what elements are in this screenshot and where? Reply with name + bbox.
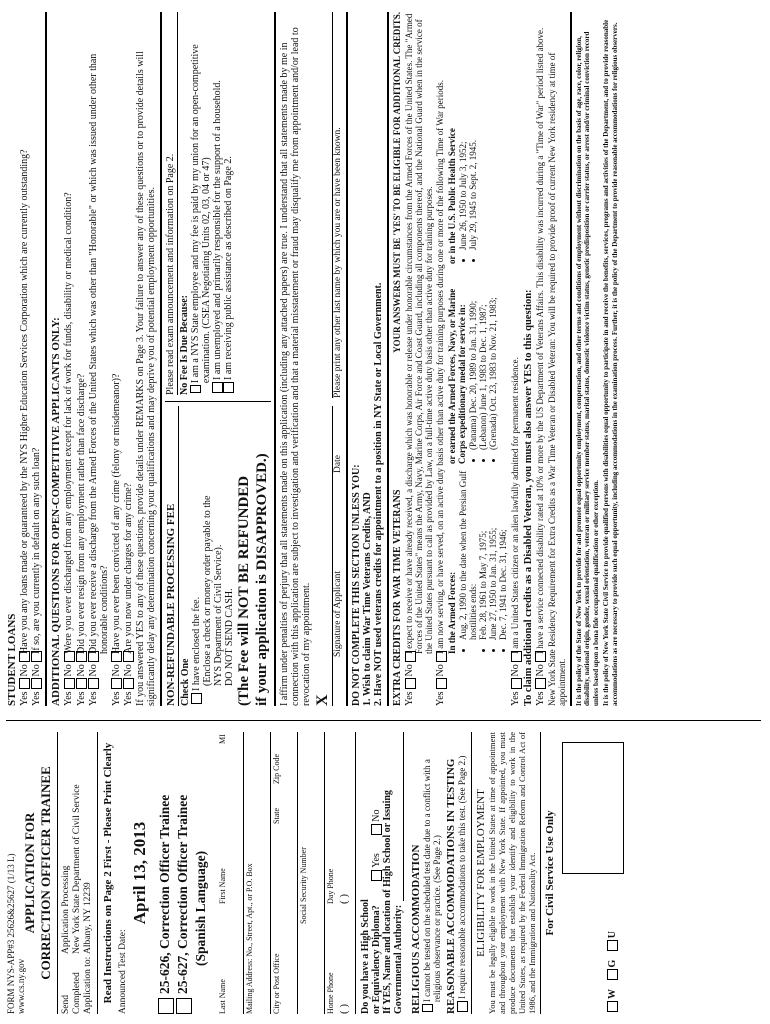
g-label: G — [607, 959, 619, 968]
question-text: I expect to receive or have already received, a discharge which was honorable or release under honorable circumstances from the Armed Forces of the United States. The "Armed Forces of the United States" means the Army, Navy, Marine Corps, Air Force and Coast Guard, including all components thereof, and the National Guard when in the service of the United States pursuant to call as provided by Law, on a full-time active duty basis other than active duty for training purposes. — [404, 13, 435, 654]
reasonable-section — [445, 732, 468, 1014]
extra-heading: EXTRA CREDITS FOR WAR TIME VETERANS — [392, 489, 404, 706]
question-text: Were you ever discharged from any employment except for lack of work for funds, disability or medical condition? — [63, 192, 75, 654]
form-id: FORM NYS-APP#3 25626&25627 (1/13 L) — [6, 853, 16, 1014]
no-label: No — [370, 809, 382, 822]
question-text: Did you ever resign from any employment rather than face discharge? — [75, 373, 87, 654]
yes-label: Yes — [404, 691, 416, 706]
no-label: No — [75, 664, 87, 677]
exam-25626-label: 25-626, Correction Officer Trainee — [157, 794, 172, 994]
no-label: No — [87, 664, 99, 677]
fee-heading-right: Please read exam announcement and information on Page 2. — [165, 153, 177, 395]
aq1-yes-checkbox[interactable] — [64, 678, 75, 689]
form-title-2: CORRECTION OFFICER TRAINEE — [38, 766, 53, 980]
extra-heading-right: YOUR ANSWERS MUST BE 'YES' TO BE ELIGIBLE FOR ADDITIONAL CREDITS. — [392, 12, 403, 353]
donot-item: 2. Have NOT used veterans credits for appointment to a position in NY State or Local Government. — [373, 282, 385, 706]
send-label: Application to: — [83, 956, 93, 1014]
ex3-yes-checkbox[interactable] — [511, 678, 522, 689]
no-label: No — [123, 664, 135, 677]
donot-item: 1. Wish to claim War Time Veterans Credits, AND — [362, 492, 374, 706]
period-item: • June 27, 1950 to Jan. 31, 1955; — [488, 464, 498, 640]
religious-section — [410, 732, 442, 1014]
instructions: Read Instructions on Page 2 First - Please Print Clearly — [102, 742, 114, 1004]
period-item: • Feb. 28, 1961 to May 7, 1975; — [478, 464, 488, 640]
religious-heading: RELIGIOUS ACCOMMODATION — [410, 844, 423, 1014]
diploma-no-checkbox[interactable] — [371, 824, 382, 835]
additional-q4 — [111, 12, 122, 706]
diploma-authority-label: Governmental Authority: — [393, 904, 405, 1014]
yes-label: Yes — [75, 691, 87, 706]
religious-text: I cannot be tested on the scheduled test date due to a conflict with a religious observance or practice. (See Page 2.) — [422, 759, 443, 1003]
student-loans-heading: STUDENT LOANS — [6, 613, 18, 706]
not-refunded-2: if your application is DISAPPROVED.) — [254, 453, 271, 706]
nofee3-label: I am receiving public assistance as described on Page 2. — [223, 156, 235, 380]
question-text: Did you ever receive a discharge from the Armed Forces of the United States which was other than "Honorable" or which was issued under other than honorable conditions? — [87, 53, 110, 654]
aq5-yes-checkbox[interactable] — [123, 678, 134, 689]
aq2-yes-checkbox[interactable] — [76, 678, 87, 689]
nofee3-checkbox[interactable] — [223, 382, 234, 393]
check-one-label: Check One — [180, 658, 192, 706]
additional-heading: ADDITIONAL QUESTIONS FOR OPEN-COMPETITIVE APPLICANTS ONLY: — [50, 317, 63, 706]
fee-note: DO NOT SEND CASH. — [224, 588, 236, 686]
exam-25626-checkbox[interactable] — [158, 998, 174, 1014]
eligibility-text: You must be legally eligible to work in the United States at time of appointment and throughout your employment with New York State. If appointed, you must produce documents that establish your identify and eligibility to work in the United States, as required by the Federal Immigration Reform and Control Act of 1986, and the Immigration and Nationality Act. — [487, 732, 538, 1014]
signature-input[interactable] — [316, 406, 333, 706]
period-item: • (Grenada) Oct. 23, 1983 to Nov. 21, 1983; — [488, 264, 498, 450]
no-label: No — [19, 664, 30, 677]
period-item: • Dec. 7, 1941 to Dec. 31, 1946; — [498, 464, 508, 640]
date-label: Date — [333, 455, 344, 473]
question-text: Are you now under charges for any crime? — [123, 482, 135, 654]
exam-25627-sub: (Spanish Language) — [192, 850, 208, 966]
ex4-yes-checkbox[interactable] — [535, 678, 546, 689]
fee-note: NYS Department of Civil Service). — [213, 544, 225, 686]
no-label: No — [510, 664, 522, 677]
civil-use-heading: For Civil Service Use Only — [544, 810, 557, 936]
nofee2-label: I am unemployed and primarily responsible for the support of a household. — [212, 80, 224, 380]
no-label: No — [63, 664, 75, 677]
fee-note: (Enclose a check or money order payable to the — [202, 495, 214, 686]
yes-label: Yes — [370, 853, 382, 868]
fee-enclosed-label: I have enclosed the fee. — [191, 596, 203, 691]
religious-checkbox[interactable] — [422, 1004, 433, 1012]
fee-enclosed-checkbox[interactable] — [191, 693, 202, 704]
left-column — [0, 724, 770, 1024]
extra-q1 — [404, 12, 434, 706]
question-text: I am now serving, or have served, on an active duty basis other than active duty for training purposes during one or more of the following Time of War periods. — [435, 80, 446, 654]
period-heading: or earned the Armed Forces, Navy, or Marine Corps expeditionary medal for service in: — [447, 288, 468, 464]
exam-25627-label: 25-627, Correction Officer Trainee — [174, 794, 190, 994]
period-item: • July 29, 1945 to Sept. 2, 1945. — [468, 12, 478, 250]
yes-label: Yes — [123, 691, 135, 706]
yes-label: Yes — [63, 691, 75, 706]
no-label: No — [31, 664, 43, 677]
period-heading: In the Armed Forces: — [447, 571, 458, 654]
exam-options — [156, 732, 209, 1014]
send-label: Send — [61, 995, 71, 1014]
disabled-heading: To claim additional credits as a Disabled Veteran, you must also answer YES to this question: — [522, 289, 534, 706]
diploma-question: Do you have a High School — [359, 899, 371, 1014]
applicant-fields — [217, 732, 356, 1014]
extra-heading-row — [392, 12, 403, 706]
address-line: Albany, NY 12239 — [83, 882, 93, 954]
diploma-location-label: If YES, Name and location of High School or Issuing — [382, 790, 394, 1014]
reasonable-heading: REASONABLE ACCOMMODATIONS IN TESTING — [445, 758, 458, 1014]
extra-q2 — [435, 12, 509, 706]
mailing-address-field[interactable]: Mailing Address: No., Street, Apt., or P.O. Box — [244, 732, 271, 1014]
g-checkbox[interactable] — [607, 970, 618, 981]
ex2-yes-checkbox[interactable] — [436, 678, 447, 689]
diploma-question: or Equivalency Diploma? — [370, 905, 382, 1014]
period-heading: or in the U.S. Public Health Service — [447, 128, 458, 264]
student-loan-q1 — [19, 12, 30, 706]
yes-label: Yes — [534, 691, 546, 706]
residency-text: New York State Residency Requirement for Extra Credits as a War Time Veteran or Disabled Veteran: You will be required to provide proof of current New York residency at time of appointment. — [546, 52, 567, 706]
policy-text-1: It is the policy of the State of New York to provide for and promote equal opportunity employment, compensation, and other terms and conditions of employment without discrimination on the basis of age, race, color, religion, disability, national origin, gender, sexual orientation, veteran or military service member status, marital status, domestic violence victim status, genetic predisposition or carrier status, or arrest and/or criminal conviction record unless based upon a bona fide occupational qualification or other exception. — [574, 31, 600, 706]
additional-q5 — [123, 12, 134, 706]
question-text: If so, are you currently in default on any such loan? — [31, 447, 43, 654]
yes-label: Yes — [435, 691, 447, 706]
aq3-yes-checkbox[interactable] — [88, 678, 99, 689]
period-item: • (Panama) Dec. 20, 1989 to Jan. 31, 1990; — [468, 264, 478, 450]
additional-q2 — [76, 12, 87, 706]
column-divider — [6, 720, 761, 721]
w-label: W — [607, 989, 619, 999]
diploma-authority-input[interactable] — [393, 732, 404, 901]
affirm-text: I affirm under penalties of perjury that all statements made on this application (including any attached papers) are true. I understand that all statements made by me in connection with this application are subject to investigation and verification and that a material misstatement or fraud may disqualify me from appointment and/or lead to revocation of my appointment. — [279, 27, 313, 706]
yes-label: Yes — [31, 691, 43, 706]
signature-row — [316, 12, 333, 706]
loan1-yes-checkbox[interactable] — [19, 678, 30, 689]
period-item: • (Lebanon) June 1, 1983 to Dec. 1, 1987; — [478, 264, 488, 450]
no-label: No — [534, 664, 546, 677]
no-label: No — [404, 664, 416, 677]
yes-label: Yes — [87, 691, 99, 706]
ex1-yes-checkbox[interactable] — [405, 678, 416, 689]
test-date-label: Announced Test Date: — [118, 929, 128, 1014]
civil-use-box — [562, 732, 624, 1014]
send-address-block — [61, 732, 94, 1014]
loan2-yes-checkbox[interactable] — [31, 678, 42, 689]
other-name-label: Please print any other last name by which you are or have been known. — [333, 127, 344, 398]
address-line: Application Processing — [61, 865, 71, 954]
question-text: Have you any loans made or guaranteed by the NYS Higher Education Services Corporation which are currently outstanding? — [19, 149, 30, 654]
no-label: No — [435, 664, 447, 677]
eligibility-section — [475, 732, 537, 1014]
donot-heading: DO NOT COMPLETE THIS SECTION UNLESS YOU: — [351, 464, 363, 706]
question-text: Have you ever been convicted of any crime (felony or misdemeanor)? — [110, 373, 122, 654]
aq4-yes-checkbox[interactable] — [111, 678, 122, 689]
nofee2-checkbox[interactable] — [212, 382, 223, 393]
name-field[interactable]: Last Name First Name MI — [217, 732, 244, 1014]
yes-label: Yes — [19, 691, 30, 706]
diploma-yes-checkbox[interactable] — [371, 870, 382, 881]
eligibility-heading: ELIGIBILITY FOR EMPLOYMENT — [475, 789, 488, 957]
form-title-1: APPLICATION FOR — [22, 812, 37, 934]
question-text: I have a service connected disability rated at 10% or more by the US Department of Veterans Affairs. This disability was incurred during a "Time of War" period listed above. — [534, 27, 545, 654]
website[interactable]: www.cs.ny.gov — [16, 958, 26, 1014]
w-checkbox[interactable] — [607, 1001, 618, 1012]
fee-section — [165, 12, 271, 706]
send-label: Completed — [72, 972, 82, 1014]
no-label: No — [110, 664, 122, 677]
yes-label: Yes — [110, 691, 122, 706]
signature-label: Signature of Applicant — [333, 570, 344, 657]
u-label: U — [607, 930, 619, 939]
civil-use-stamp-area — [562, 742, 624, 874]
fee-heading: NON-REFUNDABLE PROCESSING FEE — [165, 503, 178, 706]
phone-field[interactable]: Home Phone Day Phone ( ) ( ) — [325, 732, 356, 1014]
signature-x: X — [314, 694, 332, 706]
nofee1-checkbox[interactable] — [190, 385, 201, 393]
additional-q3 — [88, 12, 110, 706]
reasonable-text: I require reasonable accommodations to take this test. (See Page 2.) — [457, 755, 468, 999]
not-refunded-1: (The Fee will NOT BE REFUNDED — [236, 475, 253, 706]
policy-text-2: It is the policy of New York State Civil Service to provide qualified persons with disabilities equal opportunity to participate in and receive the benefits, services, programs and activities of the Department, and to provide reasonable accommodations as are necessary to provide such equal opportunity, including accommodations in the examination process. Further, it is the policy of the Department to provide reasonable accommodations for religious observers. — [602, 19, 619, 706]
u-checkbox[interactable] — [607, 940, 618, 951]
additional-q1 — [63, 12, 74, 706]
extra-q3 — [510, 12, 521, 706]
diploma-section — [360, 732, 404, 1014]
address-line: New York State Department of Civil Service — [72, 784, 82, 954]
right-column — [0, 6, 770, 714]
additional-note: If you answered YES to any of these questions, provide details under REMARKS on Page 3. Your failure to answer any of these questions or to provide details will significantly delay any determination concerning your qualifications and may deprive you of potential employment opportunities. — [135, 51, 158, 706]
student-loan-q2 — [31, 12, 42, 706]
other-name-input[interactable] — [316, 12, 333, 398]
exam-25627-checkbox[interactable] — [176, 998, 192, 1014]
city-state-zip-field[interactable]: City or Post Office State Zip Code — [271, 732, 298, 1014]
period-item: • June 26, 1950 to July 3, 1952; — [458, 12, 468, 250]
no-fee-heading: No Fee Is Due Because: — [179, 295, 191, 395]
extra-q4 — [535, 12, 546, 706]
reasonable-checkbox[interactable] — [457, 1001, 468, 1012]
period-item: • Aug. 2, 1990 to the date when the Persian Gulf hostilities ends: — [458, 464, 478, 640]
yes-label: Yes — [510, 691, 522, 706]
question-text: I am a United States citizen or an alien lawfully admitted for permanent residence. — [510, 357, 521, 654]
nofee1-label: I am a NYS State employee and my fee is paid by my union for an open-competitive examination. (CSEA Negotiating Units 02, 03, 04 or 47) — [190, 44, 213, 384]
test-date: April 13, 2013 — [130, 821, 149, 925]
ssn-field[interactable]: Social Security Number — [298, 732, 325, 1014]
